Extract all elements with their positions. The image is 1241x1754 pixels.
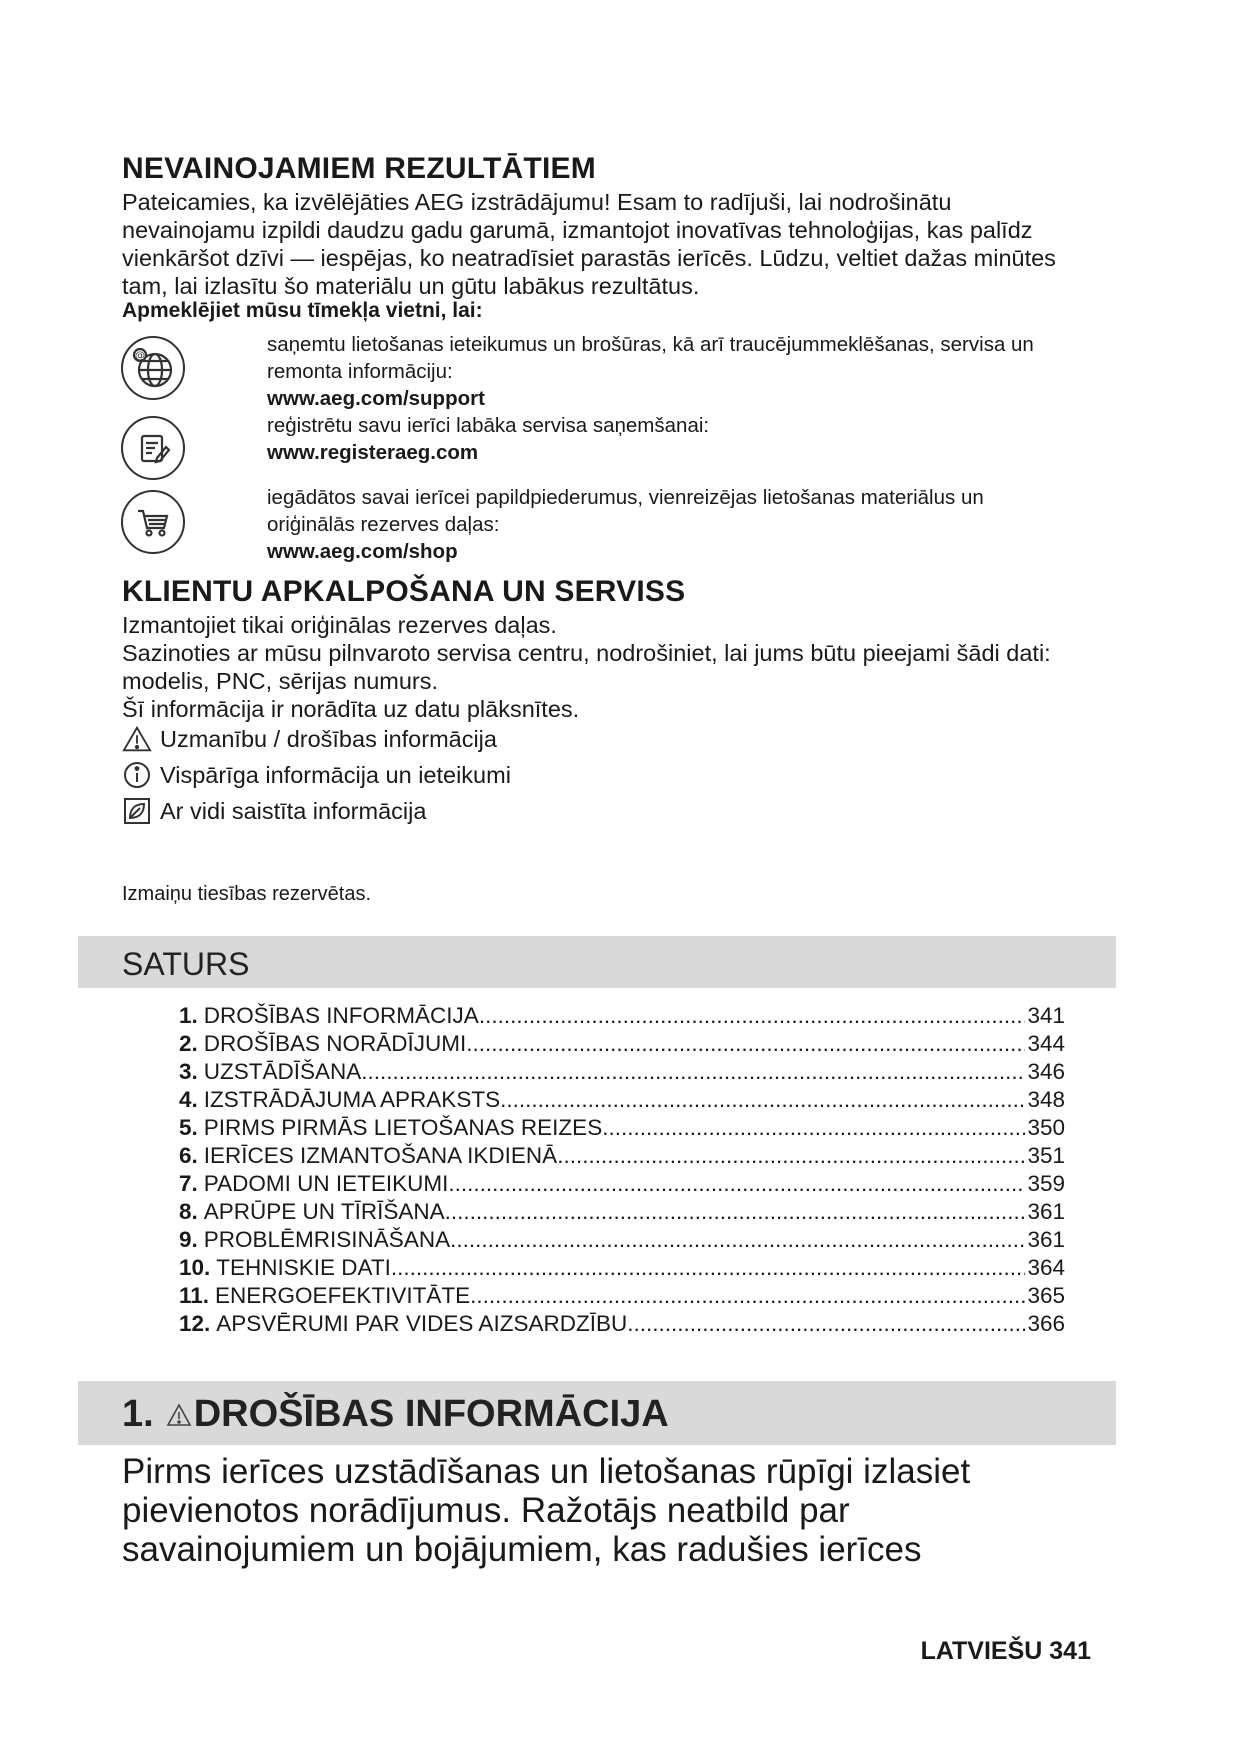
rights-note: Izmaiņu tiesības rezervētas. (122, 883, 371, 905)
toc-page: 361 (1027, 1199, 1065, 1224)
warning-icon (166, 1402, 192, 1428)
intro-line: tam, lai izlasītu šo materiālu un gūtu labākus rezultātus. (122, 273, 700, 299)
toc-entry[interactable] (179, 1282, 1065, 1310)
service-line: modelis, PNC, sērijas numurs. (122, 668, 439, 694)
section-line: pievienotos norādījumus. Ražotājs neatbild par (122, 1491, 850, 1530)
svg-text:@: @ (135, 350, 145, 362)
toc-page: 344 (1027, 1031, 1065, 1056)
service-line: Sazinoties ar mūsu pilnvaroto servisa centru, nodrošiniet, lai jums būtu pieejami šādi dati: (122, 640, 1051, 666)
toc-entry[interactable] (179, 1030, 1065, 1058)
section-number: 1. (122, 1393, 154, 1435)
shop-link[interactable]: www.aeg.com/shop (267, 540, 458, 563)
web-item-shop (267, 484, 1127, 565)
toc-page: 341 (1027, 1003, 1065, 1028)
support-link[interactable]: www.aeg.com/support (267, 387, 485, 410)
web-item-text: oriģinālās rezerves daļas: (267, 513, 500, 536)
globe-icon (121, 336, 185, 400)
toc-number: 4. (179, 1087, 198, 1112)
leaf-icon (122, 796, 152, 826)
toc-label: DROŠĪBAS INFORMĀCIJA (203, 1003, 479, 1028)
toc-label: APRŪPE UN TĪRĪŠANA (203, 1199, 445, 1224)
legend-info (122, 760, 511, 790)
toc-page: 359 (1027, 1171, 1065, 1196)
footer-page-number: 341 (1049, 1637, 1091, 1665)
toc-label: PADOMI UN IETEIKUMI (203, 1171, 449, 1196)
toc-label: PIRMS PIRMĀS LIETOŠANAS REIZES (203, 1115, 603, 1140)
toc-number: 5. (179, 1115, 198, 1140)
section-line: savainojumiem un bojājumiem, kas radušies ierīces (122, 1530, 922, 1569)
web-item-text: saņemtu lietošanas ieteikumus un brošūras, kā arī traucējummeklēšanas, servisa un (267, 333, 1034, 356)
footer-language: LATVIEŠU (920, 1637, 1043, 1665)
section-paragraph (122, 1452, 1122, 1569)
web-item-text: reģistrētu savu ierīci labāka servisa saņemšanai: (267, 414, 710, 437)
legend-label: Ar vidi saistīta informācija (160, 797, 427, 824)
section-line: Pirms ierīces uzstādīšanas un lietošanas rūpīgi izlasiet (122, 1452, 971, 1491)
intro-line: nevainojamu izpildi daudzu gadu garumā, izmantojot inovatīvas tehnoloģijas, kas palīdz (122, 217, 1033, 243)
toc-page: 365 (1027, 1283, 1065, 1308)
toc-number: 9. (179, 1227, 198, 1252)
section-heading-text: DROŠĪBAS INFORMĀCIJA (193, 1393, 669, 1435)
intro-title: NEVAINOJAMIEM REZULTĀTIEM (122, 152, 596, 185)
toc-entry[interactable] (179, 1058, 1065, 1086)
section-title (122, 1393, 669, 1436)
service-line: Šī informācija ir norādīta uz datu plāksnītes. (122, 696, 580, 722)
toc-label: DROŠĪBAS NORĀDĪJUMI (203, 1031, 467, 1056)
toc-page: 364 (1027, 1255, 1065, 1280)
shopping-cart-icon (121, 490, 185, 554)
toc-label: PROBLĒMRISINĀŠANA (203, 1227, 451, 1252)
toc-page: 346 (1027, 1059, 1065, 1084)
service-paragraph (122, 611, 1122, 723)
legend-environment (122, 796, 426, 826)
toc-entry[interactable] (179, 1170, 1065, 1198)
toc-entry[interactable] (179, 1114, 1065, 1142)
intro-line: vienkāršot dzīvi — iespējas, ko neatradīsiet parastās ierīcēs. Lūdzu, veltiet dažas minūtes (122, 245, 1056, 271)
legend-warning (122, 724, 497, 754)
toc-page: 350 (1027, 1115, 1065, 1140)
section-header-band (78, 1381, 1116, 1445)
web-item-text: iegādātos savai ierīcei papildpiederumus, vienreizējas lietošanas materiālus un (267, 486, 984, 509)
toc-label: UZSTĀDĪŠANA (203, 1059, 362, 1084)
toc-page: 366 (1027, 1311, 1065, 1336)
toc-number: 7. (179, 1171, 198, 1196)
contents-header-band (78, 936, 1116, 988)
toc-entry[interactable] (179, 1086, 1065, 1114)
toc-number: 6. (179, 1143, 198, 1168)
intro-line: Pateicamies, ka izvēlējāties AEG izstrādājumu! Esam to radījuši, lai nodrošinātu (122, 189, 952, 215)
toc-label: IZSTRĀDĀJUMA APRAKSTS (203, 1087, 501, 1112)
toc-entry[interactable] (179, 1198, 1065, 1226)
page-footer (921, 1637, 1091, 1666)
toc-label: APSVĒRUMI PAR VIDES AIZSARDZĪBU (216, 1311, 628, 1336)
legend-label: Vispārīga informācija un ieteikumi (160, 761, 511, 788)
warning-icon (122, 724, 152, 754)
toc-label: ENERGOEFEKTIVITĀTE (215, 1283, 471, 1308)
info-icon (122, 760, 152, 790)
visit-heading: Apmeklējiet mūsu tīmekļa vietni, lai: (122, 299, 483, 322)
toc-number: 3. (179, 1059, 198, 1084)
toc-entry[interactable] (179, 1254, 1065, 1282)
toc-number: 1. (179, 1003, 198, 1028)
toc-label: IERĪCES IZMANTOŠANA IKDIENĀ (203, 1143, 558, 1168)
toc-page: 351 (1027, 1143, 1065, 1168)
web-item-support (267, 331, 1127, 412)
toc-entry[interactable] (179, 1226, 1065, 1254)
legend-label: Uzmanību / drošības informācija (160, 725, 497, 752)
service-title: KLIENTU APKALPOŠANA UN SERVISS (122, 575, 686, 608)
toc-label: TEHNISKIE DATI (216, 1255, 391, 1280)
toc-number: 8. (179, 1199, 198, 1224)
register-icon (121, 416, 185, 480)
service-line: Izmantojiet tikai oriģinālas rezerves daļas. (122, 612, 557, 638)
table-of-contents (179, 1002, 1065, 1338)
toc-number: 12. (179, 1311, 211, 1336)
toc-entry[interactable] (179, 1310, 1065, 1338)
toc-number: 2. (179, 1031, 198, 1056)
toc-page: 361 (1027, 1227, 1065, 1252)
toc-entry[interactable] (179, 1142, 1065, 1170)
toc-page: 348 (1027, 1087, 1065, 1112)
web-item-text: remonta informāciju: (267, 360, 453, 383)
toc-number: 10. (179, 1255, 211, 1280)
intro-paragraph (122, 188, 1122, 300)
register-link[interactable]: www.registeraeg.com (267, 441, 479, 464)
toc-number: 11. (179, 1283, 210, 1308)
contents-title: SATURS (122, 946, 250, 982)
web-item-register (267, 412, 1127, 466)
toc-entry[interactable] (179, 1002, 1065, 1030)
